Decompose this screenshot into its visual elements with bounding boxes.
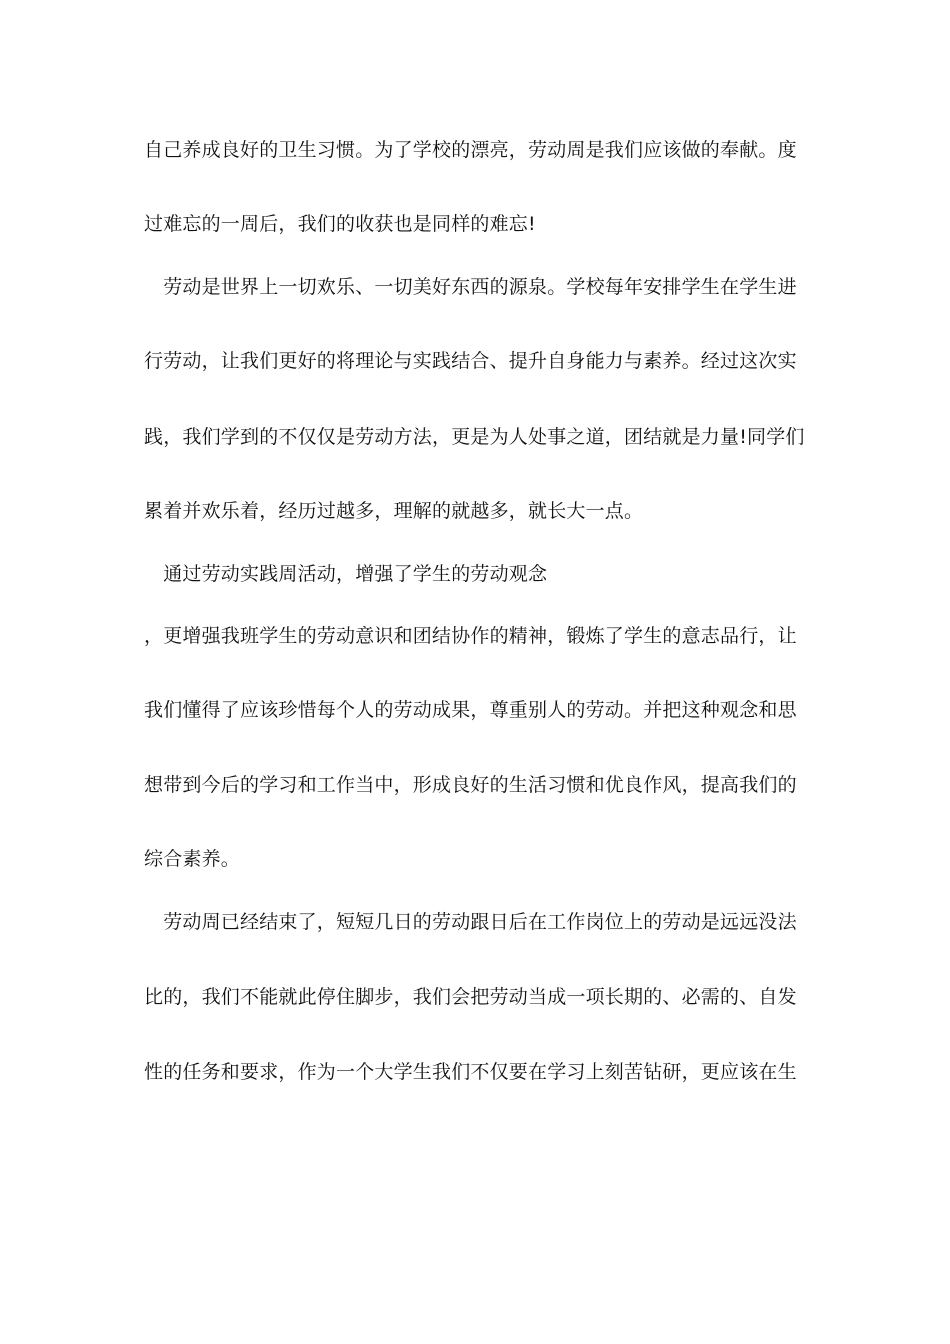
text-line: 践，我们学到的不仅仅是劳动方法，更是为人处事之道，团结就是力量!同学们 (144, 426, 805, 448)
text-line: 劳动是世界上一切欢乐、一切美好东西的源泉。学校每年安排学生在学生进 (144, 276, 797, 298)
text-line: ，更增强我班学生的劳动意识和团结协作的精神，锻炼了学生的意志品行，让 (144, 625, 797, 647)
text-line: 累着并欢乐着，经历过越多，理解的就越多，就长大一点。 (144, 500, 644, 522)
text-line: 自己养成良好的卫生习惯。为了学校的漂亮，劳动周是我们应该做的奉献。度 (144, 139, 797, 161)
text-line: 综合素养。 (144, 848, 241, 870)
text-line: 劳动周已经结束了，短短几日的劳动跟日后在工作岗位上的劳动是远远没法 (144, 911, 797, 933)
text-line: 通过劳动实践周活动，增强了学生的劳动观念 (144, 563, 548, 585)
text-line: 行劳动，让我们更好的将理论与实践结合、提升自身能力与素养。经过这次实 (144, 350, 797, 372)
text-line: 我们懂得了应该珍惜每个人的劳动成果，尊重别人的劳动。并把这种观念和思 (144, 699, 797, 721)
text-line: 过难忘的一周后，我们的收获也是同样的难忘! (144, 213, 536, 235)
text-line: 比的，我们不能就此停住脚步，我们会把劳动当成一项长期的、必需的、自发 (144, 986, 797, 1008)
text-line: 想带到今后的学习和工作当中，形成良好的生活习惯和优良作风，提高我们的 (144, 774, 797, 796)
text-line: 性的任务和要求，作为一个大学生我们不仅要在学习上刻苦钻研，更应该在生 (144, 1061, 797, 1083)
